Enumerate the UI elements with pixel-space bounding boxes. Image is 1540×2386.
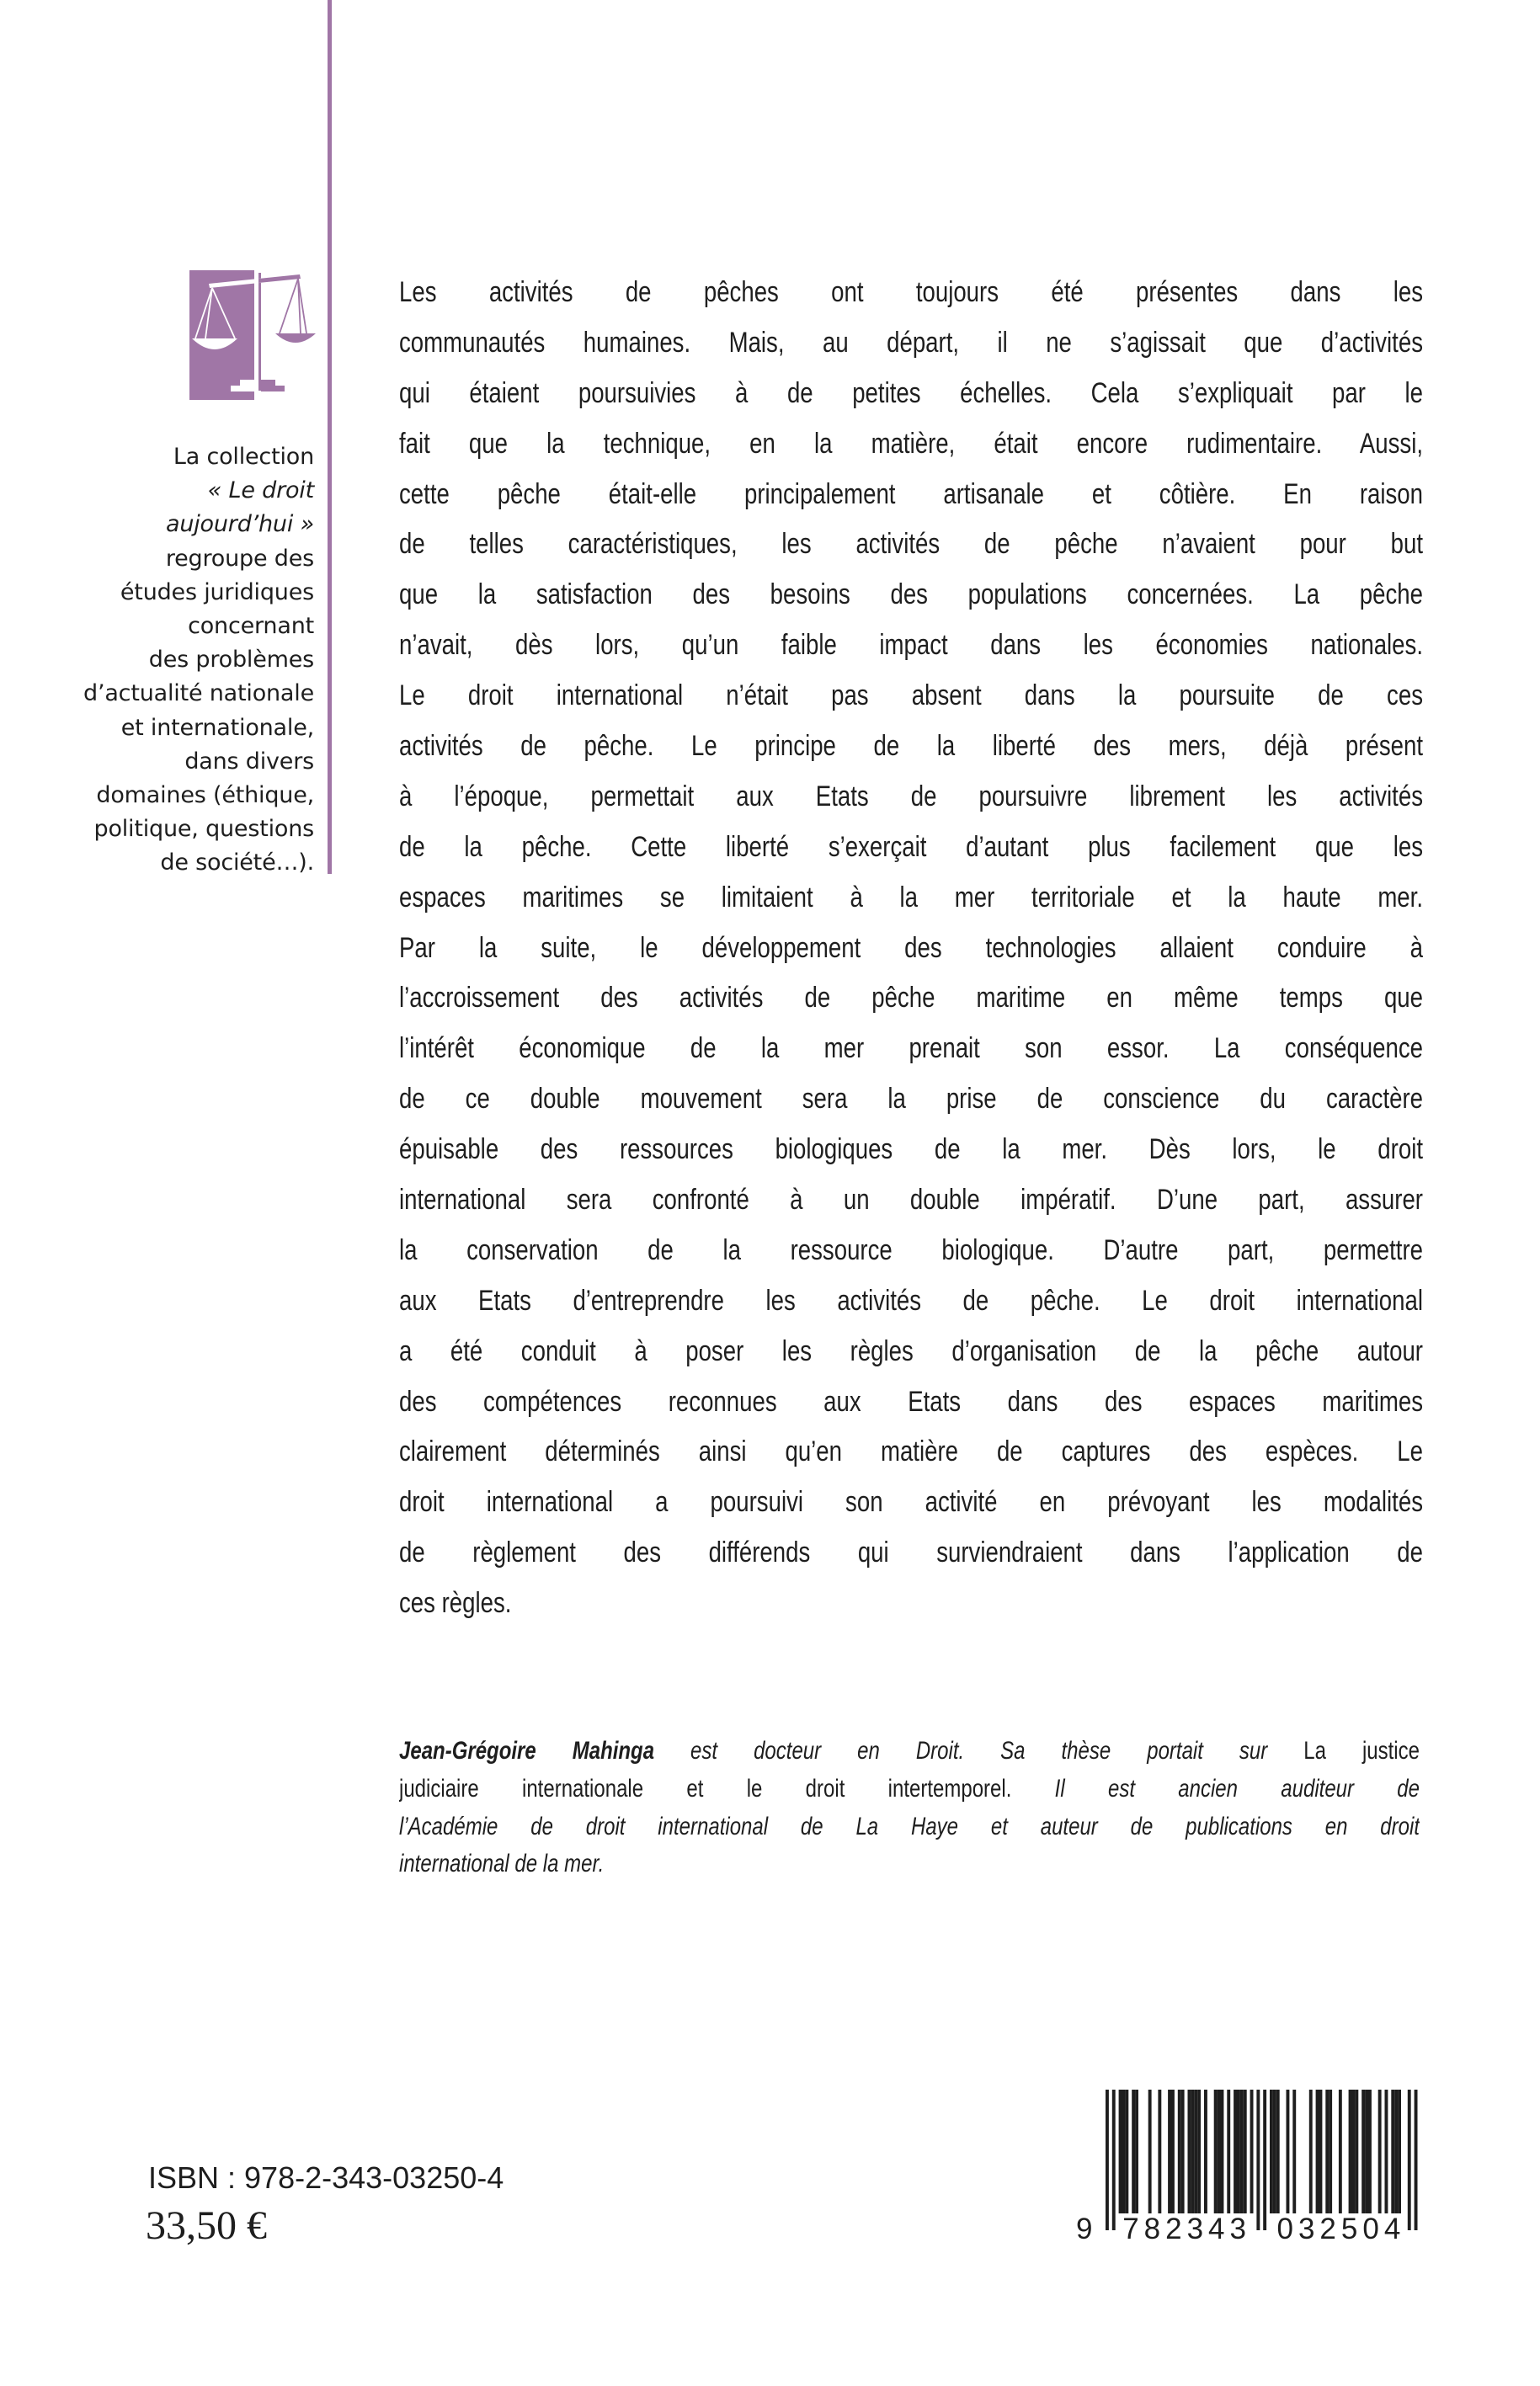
- thesis-title: judiciaire internationale et le droit intertemporel.: [399, 1774, 1055, 1803]
- collection-logo: [187, 268, 318, 402]
- bio-line: [399, 1771, 1420, 1808]
- summary-line: n’avait, dès lors, qu’un faible impact dans les économies nationales.: [399, 629, 1423, 662]
- summary-line: de règlement des différends qui surviendraient dans l’application de: [399, 1537, 1423, 1569]
- author-bio-text: [399, 1733, 1420, 1883]
- svg-text:032504: 032504: [1276, 2213, 1406, 2245]
- summary-line: qui étaient poursuivies à de petites échelles. Cela s’expliquait par le: [399, 376, 1423, 409]
- collection-line: « Le droit: [207, 477, 314, 504]
- author-bio: [399, 1733, 1420, 1883]
- scales-of-justice-icon: [187, 268, 318, 402]
- bio-line: l’Académie de droit international de La Haye et auteur de publications en droit: [399, 1812, 1420, 1840]
- collection-description: [51, 440, 314, 881]
- summary-line: des compétences reconnues aux Etats dans des espaces maritimes: [399, 1385, 1423, 1418]
- summary-line: espaces maritimes se limitaient à la mer territoriale et la haute mer.: [399, 881, 1423, 913]
- collection-line: d’actualité nationale: [83, 680, 314, 707]
- summary-line: a été conduit à poser les règles d’organisation de la pêche autour: [399, 1334, 1423, 1367]
- collection-line: études juridiques: [120, 578, 314, 605]
- collection-line: politique, questions: [93, 816, 314, 843]
- isbn-number: ISBN : 978-2-343-03250-4: [148, 2160, 504, 2195]
- summary-text: [399, 268, 1423, 1629]
- collection-line: de société…).: [160, 849, 314, 876]
- author-name: Jean-Grégoire Mahinga: [399, 1737, 655, 1765]
- svg-text:9: 9: [1076, 2213, 1098, 2245]
- summary-line: la conservation de la ressource biologique. D’autre part, permettre: [399, 1233, 1423, 1266]
- price: 33,50 €: [146, 2203, 267, 2248]
- summary-line: à l’époque, permettait aux Etats de poursuivre librement les activités: [399, 780, 1423, 812]
- barcode-icon: [1069, 2088, 1423, 2248]
- summary-line: activités de pêche. Le principe de la liberté des mers, déjà présent: [399, 730, 1423, 763]
- collection-line: La collection: [173, 444, 314, 470]
- ean13-barcode: [1069, 2088, 1423, 2248]
- svg-text:782343: 782343: [1122, 2213, 1251, 2245]
- collection-line: concernant: [188, 613, 314, 640]
- bio-italic-text: Il est ancien auditeur de: [1054, 1774, 1420, 1803]
- summary-line: fait que la technique, en la matière, était encore rudimentaire. Aussi,: [399, 427, 1423, 460]
- book-summary: [399, 268, 1423, 1629]
- summary-line: l’intérêt économique de la mer prenait son essor. La conséquence: [399, 1032, 1423, 1065]
- collection-line: aujourd’hui »: [166, 511, 314, 538]
- bio-italic-text: est docteur en Droit. Sa thèse portait sur: [654, 1737, 1304, 1765]
- collection-line: regroupe des: [165, 545, 314, 572]
- summary-line: épuisable des ressources biologiques de la mer. Dès lors, le droit: [399, 1133, 1423, 1166]
- bio-line: international de la mer.: [399, 1850, 605, 1878]
- purple-divider-line: [328, 0, 332, 874]
- summary-line: clairement déterminés ainsi qu’en matière de captures des espèces. Le: [399, 1435, 1423, 1468]
- collection-line: dans divers: [184, 748, 314, 775]
- summary-line: international sera confronté à un double impératif. D’une part, assurer: [399, 1184, 1423, 1217]
- summary-line: l’accroissement des activités de pêche maritime en même temps que: [399, 982, 1423, 1015]
- summary-line: ces règles.: [399, 1587, 512, 1620]
- summary-line: que la satisfaction des besoins des populations concernées. La pêche: [399, 578, 1423, 611]
- collection-line: domaines (éthique,: [96, 782, 314, 809]
- summary-line: droit international a poursuivi son activité en prévoyant les modalités: [399, 1486, 1423, 1519]
- summary-line: Le droit international n’était pas absent dans la poursuite de ces: [399, 679, 1423, 712]
- summary-line: de telles caractéristiques, les activités de pêche n’avaient pour but: [399, 528, 1423, 561]
- summary-line: de ce double mouvement sera la prise de conscience du caractère: [399, 1083, 1423, 1116]
- bio-line: [399, 1733, 1420, 1771]
- collection-line: et internationale,: [120, 714, 314, 741]
- summary-line: cette pêche était-elle principalement artisanale et côtière. En raison: [399, 477, 1423, 510]
- summary-line: Les activités de pêches ont toujours été présentes dans les: [399, 276, 1423, 308]
- summary-line: de la pêche. Cette liberté s’exerçait d’autant plus facilement que les: [399, 830, 1423, 863]
- summary-line: aux Etats d’entreprendre les activités de pêche. Le droit international: [399, 1284, 1423, 1317]
- summary-line: Par la suite, le développement des technologies allaient conduire à: [399, 931, 1423, 964]
- collection-line: des problèmes: [148, 647, 314, 674]
- thesis-title: La justice: [1303, 1737, 1420, 1765]
- summary-line: communautés humaines. Mais, au départ, il ne s’agissait que d’activités: [399, 326, 1423, 359]
